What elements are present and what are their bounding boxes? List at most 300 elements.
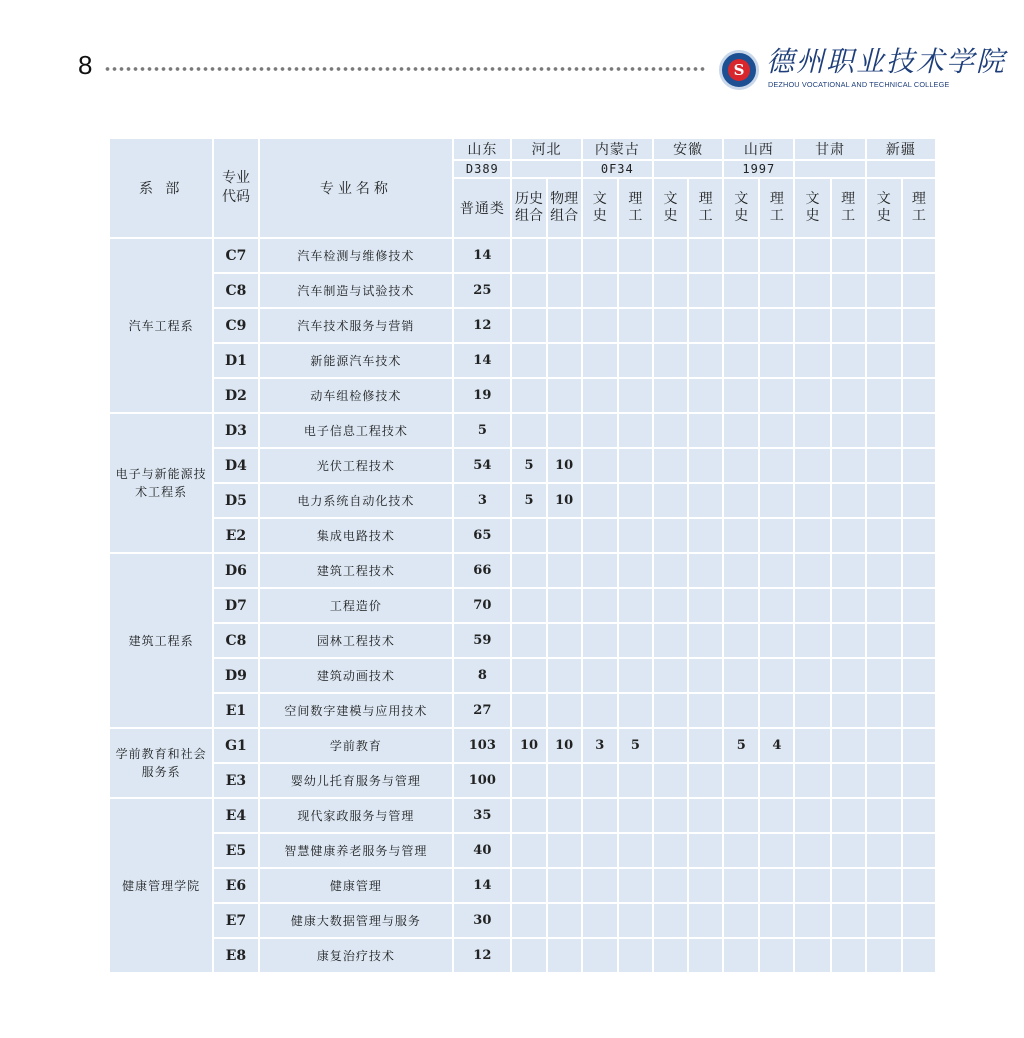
quota-cell xyxy=(831,238,866,273)
quota-cell xyxy=(902,728,936,763)
quota-cell xyxy=(547,798,582,833)
quota-cell xyxy=(723,518,759,553)
code-cell: E2 xyxy=(213,518,258,553)
major-name-cell: 现代家政服务与管理 xyxy=(259,798,454,833)
table-row xyxy=(109,728,936,763)
quota-cell xyxy=(618,448,653,483)
college-logo-icon: S xyxy=(719,50,759,90)
quota-cell: 100 xyxy=(453,763,511,798)
header-ligong: 理工 xyxy=(902,178,936,238)
header-neimenggu-code: 0F34 xyxy=(582,160,653,178)
code-cell: D4 xyxy=(213,448,258,483)
major-name-cell: 汽车制造与试验技术 xyxy=(259,273,454,308)
quota-cell xyxy=(794,938,830,973)
code-cell: E6 xyxy=(213,868,258,903)
quota-cell xyxy=(866,623,902,658)
quota-cell xyxy=(794,378,830,413)
header-hebei-code xyxy=(511,160,581,178)
major-name-cell: 婴幼儿托育服务与管理 xyxy=(259,763,454,798)
quota-cell xyxy=(831,903,866,938)
quota-cell xyxy=(866,658,902,693)
code-cell: E8 xyxy=(213,938,258,973)
code-cell: D1 xyxy=(213,343,258,378)
brand-name-cn: 德州职业技术学院 xyxy=(766,45,1007,78)
quota-cell xyxy=(653,903,688,938)
quota-cell xyxy=(831,763,866,798)
quota-cell: 14 xyxy=(453,343,511,378)
quota-cell xyxy=(582,553,618,588)
quota-cell xyxy=(759,238,794,273)
table-row xyxy=(109,238,936,273)
quota-cell: 40 xyxy=(453,833,511,868)
table-row xyxy=(109,938,936,973)
header-ligong: 理工 xyxy=(759,178,794,238)
quota-cell xyxy=(618,413,653,448)
quota-cell xyxy=(723,238,759,273)
quota-cell: 3 xyxy=(453,483,511,518)
quota-cell xyxy=(618,518,653,553)
code-cell: C7 xyxy=(213,238,258,273)
quota-cell xyxy=(759,483,794,518)
quota-cell xyxy=(831,938,866,973)
quota-cell xyxy=(688,798,723,833)
quota-cell xyxy=(831,798,866,833)
quota-cell xyxy=(866,693,902,728)
quota-cell: 4 xyxy=(759,728,794,763)
quota-cell xyxy=(866,343,902,378)
quota-cell xyxy=(723,798,759,833)
table-row xyxy=(109,343,936,378)
quota-cell xyxy=(547,343,582,378)
quota-cell: 103 xyxy=(453,728,511,763)
quota-cell xyxy=(759,658,794,693)
quota-cell xyxy=(547,413,582,448)
quota-cell xyxy=(759,273,794,308)
quota-cell xyxy=(866,553,902,588)
quota-cell xyxy=(723,588,759,623)
table-row xyxy=(109,833,936,868)
quota-cell xyxy=(723,938,759,973)
header-shanxi-code: 1997 xyxy=(723,160,794,178)
quota-cell xyxy=(511,868,546,903)
quota-cell xyxy=(759,938,794,973)
table-row xyxy=(109,658,936,693)
quota-cell xyxy=(759,623,794,658)
code-cell: C8 xyxy=(213,273,258,308)
quota-cell xyxy=(547,833,582,868)
quota-cell xyxy=(794,413,830,448)
quota-cell xyxy=(759,868,794,903)
quota-cell xyxy=(866,868,902,903)
quota-cell xyxy=(831,868,866,903)
quota-cell xyxy=(582,413,618,448)
quota-cell xyxy=(653,623,688,658)
quota-cell xyxy=(547,868,582,903)
quota-cell: 66 xyxy=(453,553,511,588)
quota-cell xyxy=(866,273,902,308)
quota-cell xyxy=(902,273,936,308)
quota-cell xyxy=(794,798,830,833)
code-cell: E5 xyxy=(213,833,258,868)
code-cell: E7 xyxy=(213,903,258,938)
quota-cell: 30 xyxy=(453,903,511,938)
quota-cell xyxy=(653,448,688,483)
quota-cell xyxy=(723,903,759,938)
quota-cell xyxy=(618,343,653,378)
quota-cell xyxy=(511,903,546,938)
quota-cell xyxy=(831,658,866,693)
quota-cell xyxy=(582,658,618,693)
dept-cell: 电子与新能源技术工程系 xyxy=(109,413,213,553)
major-name-cell: 电子信息工程技术 xyxy=(259,413,454,448)
quota-cell: 27 xyxy=(453,693,511,728)
table-row xyxy=(109,483,936,518)
quota-cell xyxy=(511,588,546,623)
quota-cell: 5 xyxy=(723,728,759,763)
quota-cell xyxy=(902,518,936,553)
quota-cell xyxy=(688,868,723,903)
quota-cell: 12 xyxy=(453,308,511,343)
header-hebei-physics: 物理组合 xyxy=(547,178,582,238)
quota-cell xyxy=(653,343,688,378)
header-gansu-code xyxy=(794,160,865,178)
quota-cell xyxy=(831,693,866,728)
dept-cell: 建筑工程系 xyxy=(109,553,213,728)
quota-cell xyxy=(511,273,546,308)
quota-cell xyxy=(866,238,902,273)
dotted-leader xyxy=(104,66,707,72)
quota-cell xyxy=(688,903,723,938)
quota-cell: 10 xyxy=(547,483,582,518)
dept-cell: 汽车工程系 xyxy=(109,238,213,413)
dept-cell: 健康管理学院 xyxy=(109,798,213,973)
quota-cell xyxy=(547,658,582,693)
quota-cell xyxy=(866,448,902,483)
major-name-cell: 新能源汽车技术 xyxy=(259,343,454,378)
quota-cell xyxy=(902,413,936,448)
quota-cell xyxy=(831,588,866,623)
quota-cell xyxy=(547,938,582,973)
code-cell: G1 xyxy=(213,728,258,763)
quota-cell xyxy=(902,693,936,728)
header-putong: 普通类 xyxy=(453,178,511,238)
quota-cell xyxy=(723,378,759,413)
quota-cell xyxy=(688,938,723,973)
quota-cell xyxy=(723,448,759,483)
header-wenshi: 文史 xyxy=(794,178,830,238)
quota-cell xyxy=(511,308,546,343)
header-shandong-code: D389 xyxy=(453,160,511,178)
quota-cell xyxy=(723,868,759,903)
major-name-cell: 汽车检测与维修技术 xyxy=(259,238,454,273)
quota-cell xyxy=(902,798,936,833)
quota-cell: 59 xyxy=(453,623,511,658)
quota-cell xyxy=(653,378,688,413)
quota-cell xyxy=(653,693,688,728)
quota-cell xyxy=(653,763,688,798)
quota-cell xyxy=(902,623,936,658)
quota-cell: 19 xyxy=(453,378,511,413)
code-cell: E1 xyxy=(213,693,258,728)
quota-cell xyxy=(582,308,618,343)
quota-cell xyxy=(794,868,830,903)
quota-cell xyxy=(688,483,723,518)
quota-cell xyxy=(547,588,582,623)
quota-cell xyxy=(582,483,618,518)
quota-cell xyxy=(794,833,830,868)
quota-cell xyxy=(759,693,794,728)
quota-cell xyxy=(794,623,830,658)
quota-cell xyxy=(511,938,546,973)
major-name-cell: 健康管理 xyxy=(259,868,454,903)
quota-cell xyxy=(759,763,794,798)
quota-cell xyxy=(688,518,723,553)
code-cell: D5 xyxy=(213,483,258,518)
quota-cell xyxy=(759,553,794,588)
major-name-cell: 建筑动画技术 xyxy=(259,658,454,693)
quota-cell xyxy=(866,798,902,833)
enrollment-table xyxy=(108,137,937,974)
quota-cell xyxy=(511,833,546,868)
table-row xyxy=(109,693,936,728)
quota-cell xyxy=(582,518,618,553)
table-row xyxy=(109,413,936,448)
quota-cell: 10 xyxy=(547,448,582,483)
quota-cell xyxy=(866,378,902,413)
quota-cell xyxy=(866,833,902,868)
quota-cell xyxy=(759,588,794,623)
quota-cell xyxy=(723,553,759,588)
quota-cell xyxy=(723,308,759,343)
header-ligong: 理工 xyxy=(618,178,653,238)
quota-cell xyxy=(759,413,794,448)
quota-cell xyxy=(653,728,688,763)
quota-cell xyxy=(831,343,866,378)
quota-cell xyxy=(653,553,688,588)
quota-cell xyxy=(547,623,582,658)
quota-cell: 65 xyxy=(453,518,511,553)
table-row xyxy=(109,623,936,658)
header-wenshi: 文史 xyxy=(723,178,759,238)
table-row xyxy=(109,308,936,343)
quota-cell xyxy=(866,413,902,448)
quota-cell xyxy=(653,658,688,693)
table-row xyxy=(109,588,936,623)
quota-cell xyxy=(688,343,723,378)
table-row xyxy=(109,798,936,833)
quota-cell xyxy=(688,448,723,483)
header-wenshi: 文史 xyxy=(866,178,902,238)
quota-cell xyxy=(618,553,653,588)
code-cell: D9 xyxy=(213,658,258,693)
quota-cell xyxy=(902,483,936,518)
quota-cell xyxy=(547,903,582,938)
quota-cell xyxy=(794,448,830,483)
quota-cell xyxy=(688,308,723,343)
major-name-cell: 健康大数据管理与服务 xyxy=(259,903,454,938)
quota-cell xyxy=(831,448,866,483)
quota-cell xyxy=(582,938,618,973)
header-gansu: 甘肃 xyxy=(794,138,865,160)
header-hebei-history: 历史组合 xyxy=(511,178,546,238)
quota-cell xyxy=(618,378,653,413)
quota-cell xyxy=(582,588,618,623)
quota-cell xyxy=(794,308,830,343)
quota-cell xyxy=(794,238,830,273)
quota-cell xyxy=(547,238,582,273)
quota-cell xyxy=(902,448,936,483)
quota-cell xyxy=(794,763,830,798)
header-xinjiang: 新疆 xyxy=(866,138,936,160)
quota-cell xyxy=(902,308,936,343)
major-name-cell: 工程造价 xyxy=(259,588,454,623)
quota-cell xyxy=(794,483,830,518)
quota-cell xyxy=(688,623,723,658)
quota-cell xyxy=(723,833,759,868)
quota-cell xyxy=(582,693,618,728)
quota-cell xyxy=(902,938,936,973)
quota-cell xyxy=(902,903,936,938)
quota-cell xyxy=(794,903,830,938)
quota-cell xyxy=(866,938,902,973)
quota-cell xyxy=(618,763,653,798)
quota-cell xyxy=(547,518,582,553)
quota-cell xyxy=(547,693,582,728)
quota-cell xyxy=(759,903,794,938)
code-cell: C8 xyxy=(213,623,258,658)
quota-cell xyxy=(582,623,618,658)
major-name-cell: 学前教育 xyxy=(259,728,454,763)
quota-cell xyxy=(723,693,759,728)
quota-cell xyxy=(759,518,794,553)
header-xinjiang-code xyxy=(866,160,936,178)
table-row xyxy=(109,378,936,413)
quota-cell xyxy=(902,763,936,798)
code-cell: C9 xyxy=(213,308,258,343)
header-wenshi: 文史 xyxy=(653,178,688,238)
quota-cell xyxy=(866,588,902,623)
header-shandong: 山东 xyxy=(453,138,511,160)
quota-cell xyxy=(831,378,866,413)
quota-cell: 8 xyxy=(453,658,511,693)
quota-cell xyxy=(653,833,688,868)
quota-cell xyxy=(511,378,546,413)
quota-cell xyxy=(653,938,688,973)
dept-cell: 学前教育和社会服务系 xyxy=(109,728,213,798)
quota-cell xyxy=(759,798,794,833)
quota-cell: 35 xyxy=(453,798,511,833)
quota-cell xyxy=(511,238,546,273)
quota-cell xyxy=(723,483,759,518)
quota-cell xyxy=(582,868,618,903)
quota-cell xyxy=(866,483,902,518)
quota-cell xyxy=(653,588,688,623)
header-anhui-code xyxy=(653,160,723,178)
quota-cell xyxy=(582,378,618,413)
quota-cell xyxy=(547,308,582,343)
quota-cell xyxy=(902,588,936,623)
major-name-cell: 电力系统自动化技术 xyxy=(259,483,454,518)
major-name-cell: 智慧健康养老服务与管理 xyxy=(259,833,454,868)
quota-cell xyxy=(511,798,546,833)
quota-cell xyxy=(582,903,618,938)
quota-cell xyxy=(582,763,618,798)
quota-cell xyxy=(831,833,866,868)
quota-cell xyxy=(723,413,759,448)
quota-cell xyxy=(902,553,936,588)
quota-cell xyxy=(831,483,866,518)
header-wenshi: 文史 xyxy=(582,178,618,238)
quota-cell xyxy=(511,763,546,798)
quota-cell xyxy=(688,833,723,868)
quota-cell: 5 xyxy=(511,448,546,483)
quota-cell xyxy=(511,623,546,658)
quota-cell xyxy=(511,343,546,378)
quota-cell: 3 xyxy=(582,728,618,763)
major-name-cell: 空间数字建模与应用技术 xyxy=(259,693,454,728)
header-dept: 系 部 xyxy=(109,138,213,238)
quota-cell xyxy=(902,343,936,378)
quota-cell xyxy=(831,553,866,588)
header-shanxi: 山西 xyxy=(723,138,794,160)
quota-cell xyxy=(582,238,618,273)
header-ligong: 理工 xyxy=(831,178,866,238)
quota-cell xyxy=(618,238,653,273)
quota-cell xyxy=(688,658,723,693)
quota-cell xyxy=(653,238,688,273)
table-row xyxy=(109,448,936,483)
quota-cell xyxy=(618,903,653,938)
quota-cell xyxy=(866,728,902,763)
major-name-cell: 集成电路技术 xyxy=(259,518,454,553)
major-name-cell: 园林工程技术 xyxy=(259,623,454,658)
major-name-cell: 建筑工程技术 xyxy=(259,553,454,588)
quota-cell xyxy=(653,798,688,833)
table-row xyxy=(109,903,936,938)
quota-cell xyxy=(866,763,902,798)
header-code: 专业代码 xyxy=(213,138,258,238)
quota-cell xyxy=(831,273,866,308)
quota-cell: 54 xyxy=(453,448,511,483)
quota-cell xyxy=(653,273,688,308)
quota-cell xyxy=(902,868,936,903)
major-name-cell: 光伏工程技术 xyxy=(259,448,454,483)
quota-cell xyxy=(866,518,902,553)
quota-cell xyxy=(618,868,653,903)
quota-cell xyxy=(582,833,618,868)
quota-cell: 5 xyxy=(511,483,546,518)
code-cell: D3 xyxy=(213,413,258,448)
quota-cell xyxy=(688,553,723,588)
quota-cell xyxy=(618,273,653,308)
quota-cell xyxy=(759,343,794,378)
quota-cell xyxy=(547,553,582,588)
quota-cell: 12 xyxy=(453,938,511,973)
quota-cell xyxy=(794,273,830,308)
quota-cell xyxy=(902,238,936,273)
quota-cell xyxy=(511,553,546,588)
header-ligong: 理工 xyxy=(688,178,723,238)
quota-cell xyxy=(582,273,618,308)
quota-cell: 25 xyxy=(453,273,511,308)
quota-cell xyxy=(618,623,653,658)
quota-cell xyxy=(688,238,723,273)
quota-cell xyxy=(618,588,653,623)
header-neimenggu: 内蒙古 xyxy=(582,138,653,160)
quota-cell: 10 xyxy=(547,728,582,763)
quota-cell xyxy=(582,448,618,483)
quota-cell xyxy=(831,518,866,553)
